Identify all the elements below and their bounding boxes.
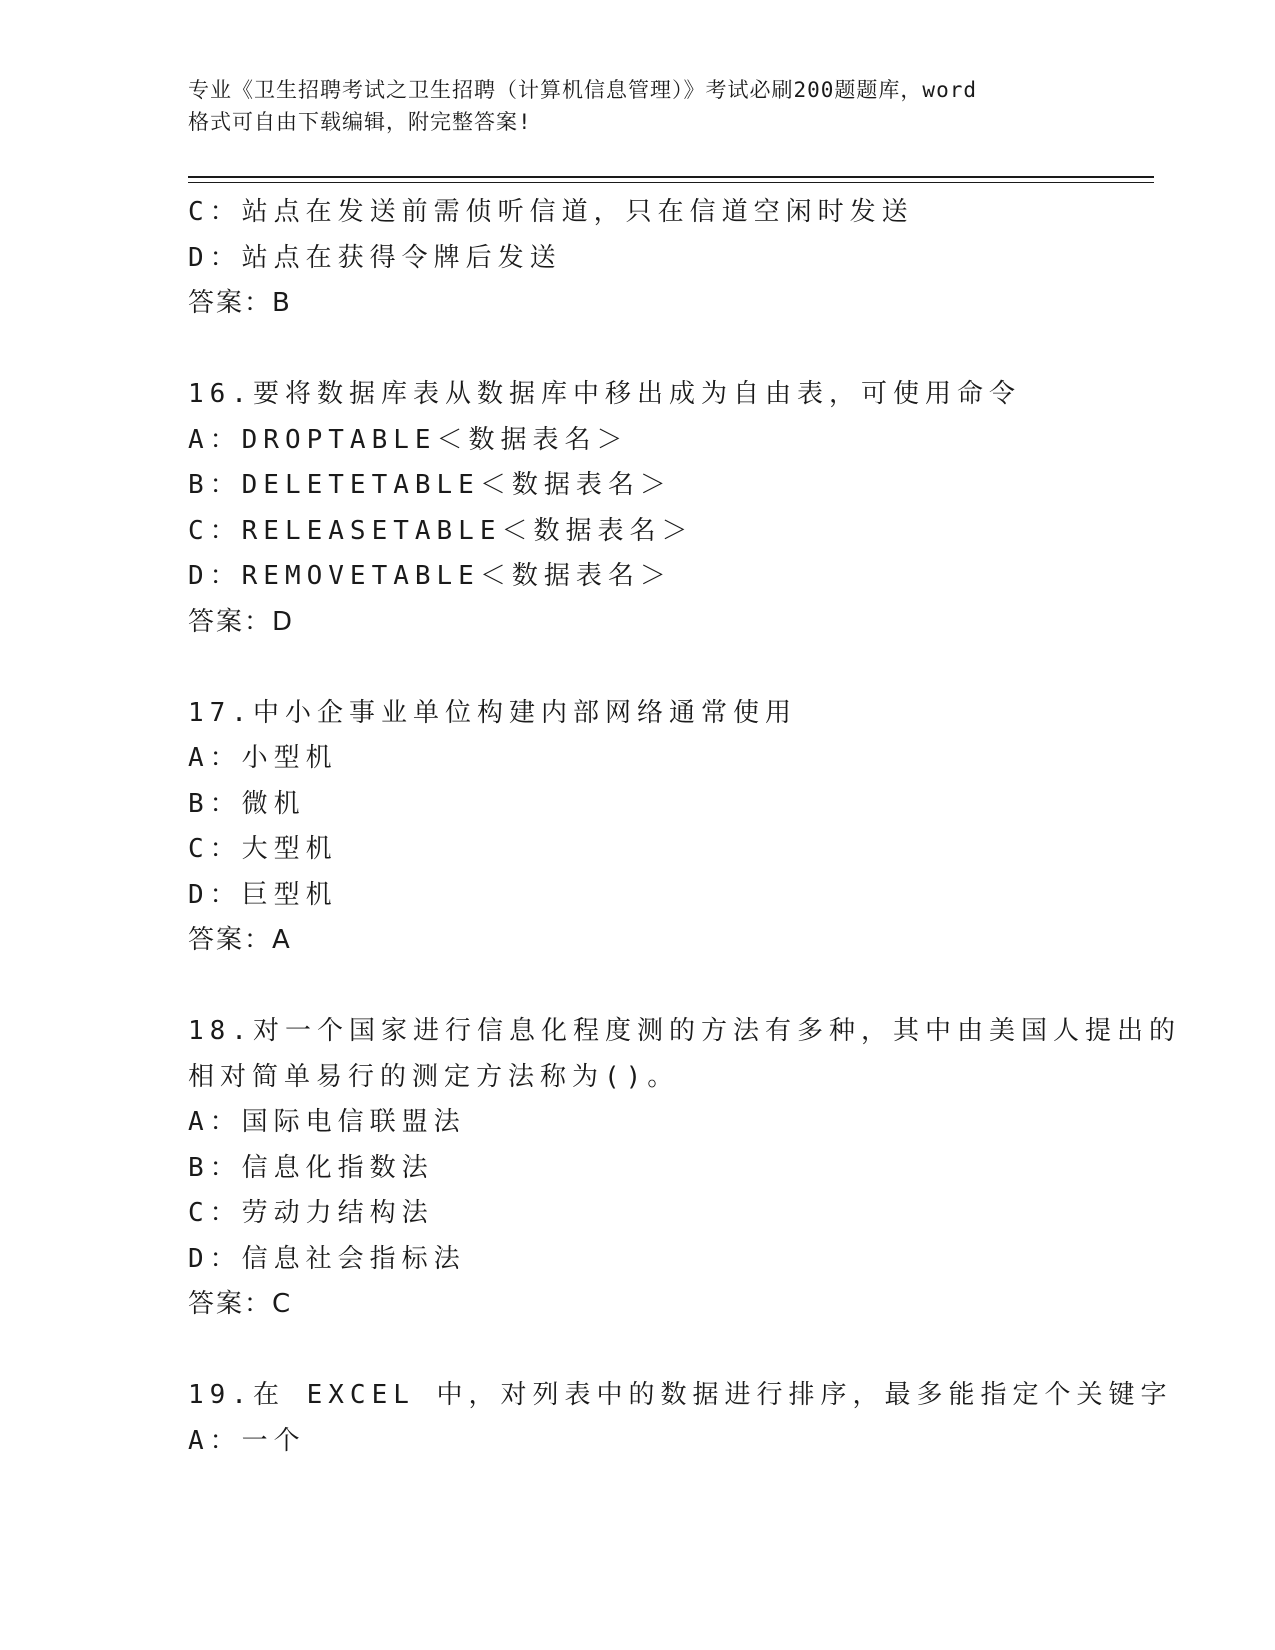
document-header xyxy=(188,74,1088,138)
question-19 xyxy=(188,1373,1173,1464)
question-18 xyxy=(188,1009,1181,1328)
question-text-line-2: 相对简单易行的测定方法称为()。 xyxy=(188,1061,680,1092)
question-text-line-1: 18.对一个国家进行信息化程度测的方法有多种，其中由美国人提出的 xyxy=(188,1016,1181,1046)
question-text: 19.在 EXCEL 中，对列表中的数据进行排序，最多能指定个关键字 xyxy=(188,1380,1173,1410)
option-b: B：微机 xyxy=(188,788,306,819)
header-title-line-1: 专业《卫生招聘考试之卫生招聘（计算机信息管理）》考试必刷200题题库，word xyxy=(188,78,977,102)
question-15-continuation xyxy=(188,190,1148,327)
question-list xyxy=(188,190,1181,1464)
option-a: A：国际电信联盟法 xyxy=(188,1107,466,1137)
question-17 xyxy=(188,691,1148,964)
option-d: D：巨型机 xyxy=(188,879,338,910)
question-16 xyxy=(188,372,1148,645)
answer-line: 答案：D xyxy=(188,606,295,637)
option-a: A：DROPTABLE＜数据表名＞ xyxy=(188,424,629,455)
header-divider-thin xyxy=(188,182,1154,183)
option-d: D：REMOVETABLE＜数据表名＞ xyxy=(188,561,672,591)
option-c: C：站点在发送前需侦听信道，只在信道空闲时发送 xyxy=(188,197,914,227)
option-a: A：小型机 xyxy=(188,743,338,773)
answer-line: 答案：B xyxy=(188,288,292,318)
option-b: B：DELETETABLE＜数据表名＞ xyxy=(188,470,672,500)
answer-line: 答案：A xyxy=(188,925,292,955)
block-spacer xyxy=(188,964,1148,1010)
option-c: C：大型机 xyxy=(188,834,338,864)
answer-line: 答案：C xyxy=(188,1289,293,1319)
block-spacer xyxy=(188,645,1148,691)
question-text: 17.中小企事业单位构建内部网络通常使用 xyxy=(188,697,797,728)
option-c: C：RELEASETABLE＜数据表名＞ xyxy=(188,515,694,546)
option-d: D：站点在获得令牌后发送 xyxy=(188,242,562,273)
question-text: 16.要将数据库表从数据库中移出成为自由表，可使用命令 xyxy=(188,379,1021,409)
block-spacer xyxy=(188,1328,1148,1374)
option-b: B：信息化指数法 xyxy=(188,1152,434,1183)
header-title-line-2: 格式可自由下载编辑，附完整答案! xyxy=(188,110,532,134)
option-a: A：一个 xyxy=(188,1425,306,1456)
option-d: D：信息社会指标法 xyxy=(188,1243,466,1274)
option-c: C：劳动力结构法 xyxy=(188,1198,434,1228)
block-spacer xyxy=(188,327,1148,373)
header-divider-thick xyxy=(188,176,1154,178)
